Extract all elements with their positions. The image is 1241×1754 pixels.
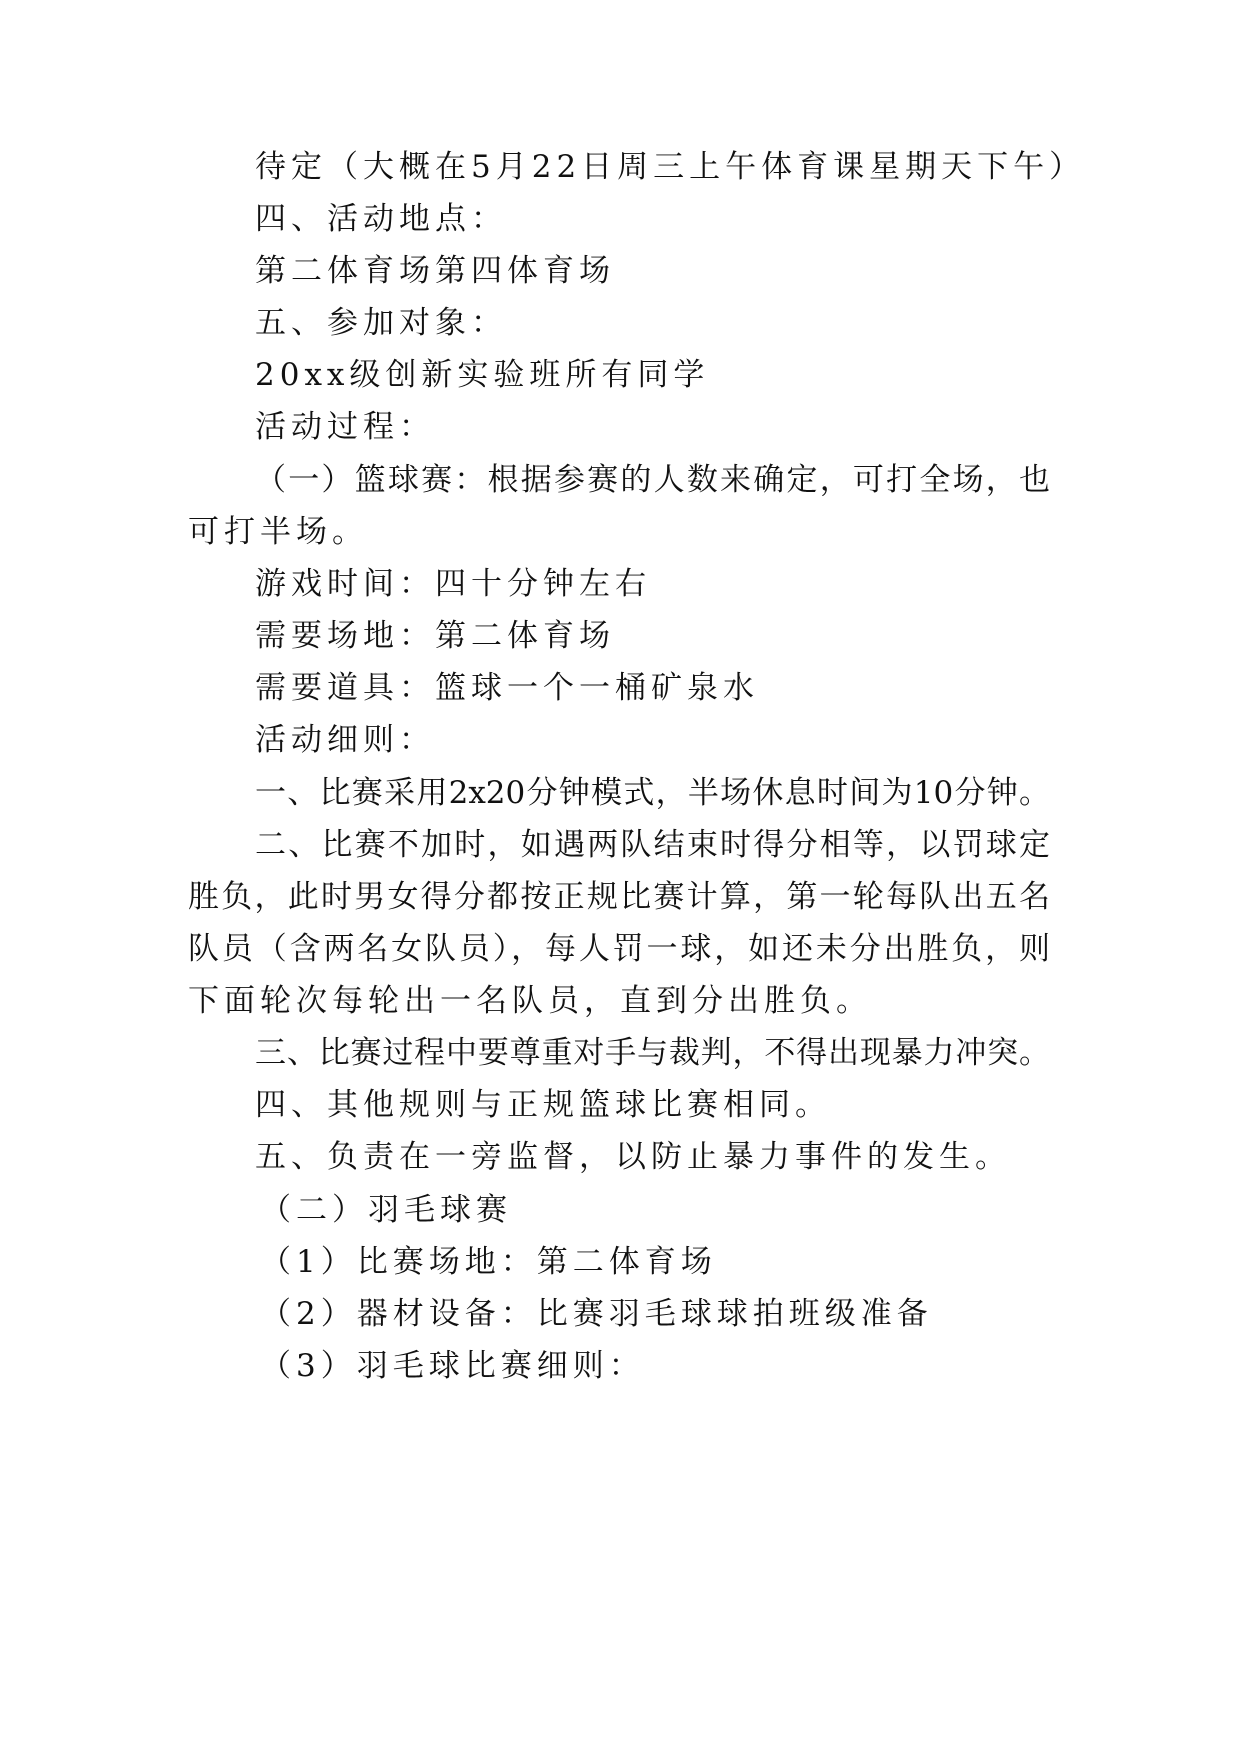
badminton-rules-heading: （3）羽毛球比赛细则： <box>260 1348 645 1384</box>
required-props-line: 需要道具：篮球一个一桶矿泉水 <box>255 670 759 706</box>
rule-5-line: 五、负责在一旁监督，以防止暴力事件的发生。 <box>255 1139 1011 1175</box>
rule-3-line: 三、比赛过程中要尊重对手与裁判，不得出现暴力冲突。 <box>255 1035 1050 1071</box>
section-heading-venue: 四、活动地点： <box>255 201 507 237</box>
venue-text: 第二体育场第四体育场 <box>255 253 615 289</box>
rule-2-line-3: 队员（含两名女队员），每人罚一球，如还未分出胜负，则 <box>188 931 1050 967</box>
participants-text: 20xx级创新实验班所有同学 <box>255 357 710 393</box>
basketball-heading-continuation: 可打半场。 <box>188 514 368 550</box>
schedule-tbd-line: 待定（大概在5月22日周三上午体育课星期天下午） <box>255 149 1086 185</box>
rule-2-line-2: 胜负，此时男女得分都按正规比赛计算，第一轮每队出五名 <box>188 879 1050 915</box>
basketball-heading-line: （一）篮球赛：根据参赛的人数来确定，可打全场，也 <box>255 462 1050 498</box>
required-venue-line: 需要场地：第二体育场 <box>255 618 615 654</box>
rule-4-line: 四、其他规则与正规篮球比赛相同。 <box>255 1087 831 1123</box>
section-heading-process: 活动过程： <box>255 409 435 445</box>
rule-1-line: 一、比赛采用2x20分钟模式，半场休息时间为10分钟。 <box>255 775 1050 811</box>
badminton-venue-line: （1）比赛场地：第二体育场 <box>260 1244 717 1280</box>
rule-2-line-1: 二、比赛不加时，如遇两队结束时得分相等，以罚球定 <box>255 827 1050 863</box>
badminton-heading: （二）羽毛球赛 <box>260 1192 512 1228</box>
game-time-line: 游戏时间：四十分钟左右 <box>255 566 651 602</box>
rule-2-line-4: 下面轮次每轮出一名队员，直到分出胜负。 <box>188 983 872 1019</box>
section-heading-participants: 五、参加对象： <box>255 305 507 341</box>
badminton-equipment-line: （2）器材设备：比赛羽毛球球拍班级准备 <box>260 1296 933 1332</box>
rules-heading: 活动细则： <box>255 722 435 758</box>
